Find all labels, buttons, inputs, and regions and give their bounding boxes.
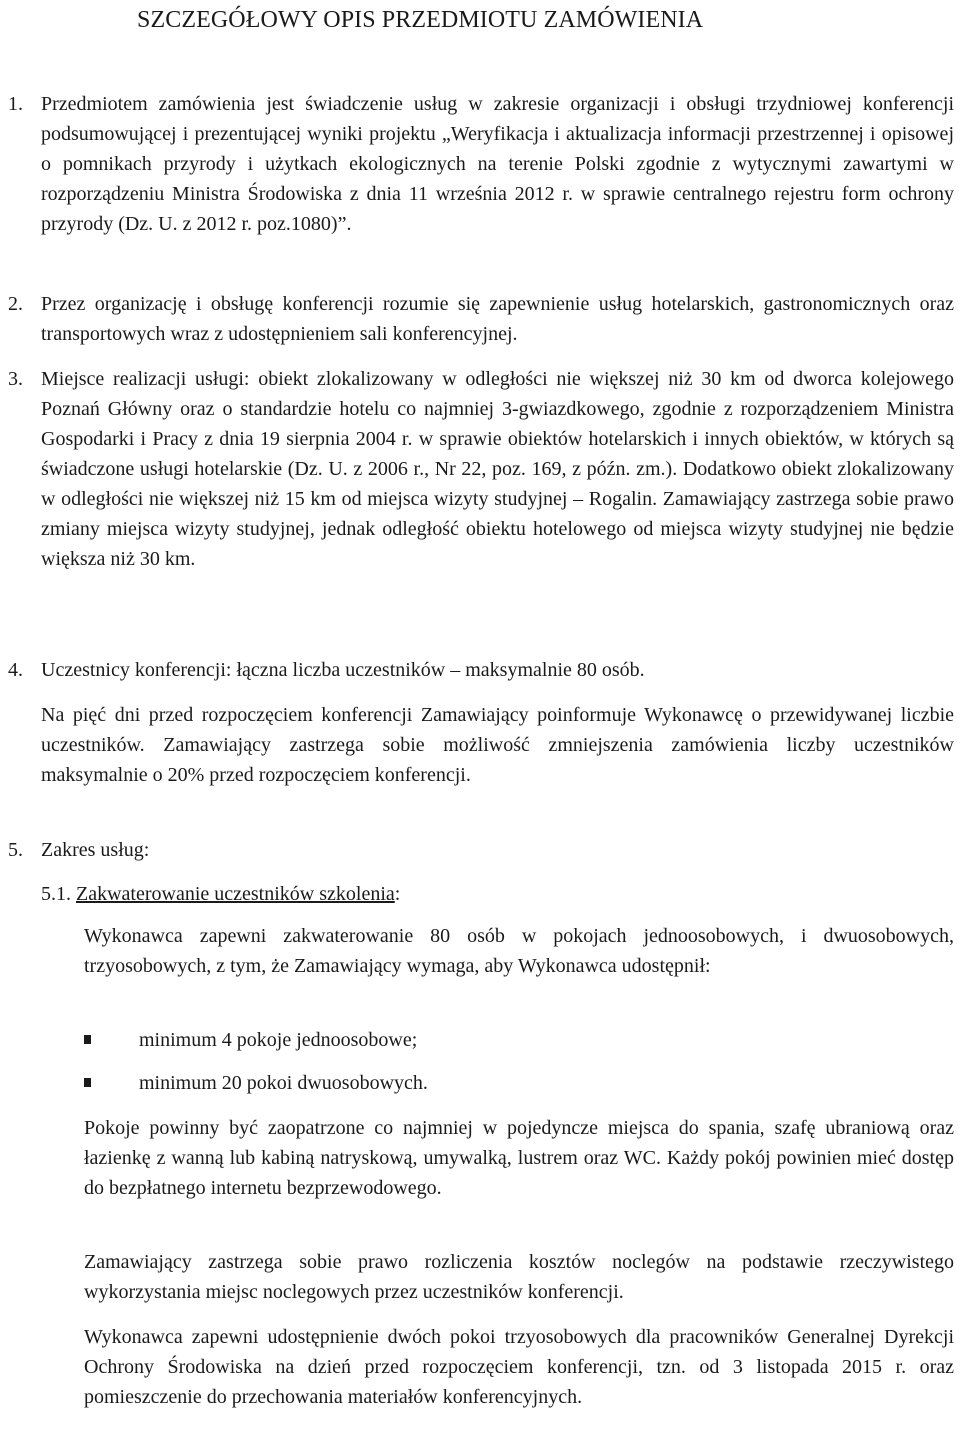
bullet-square-icon (84, 1078, 91, 1087)
item-text: Zakres usług: (41, 839, 150, 861)
bullet-square-icon (84, 1035, 91, 1044)
item-text: Miejsce realizacji usługi: obiekt zlokalizowany w odległości nie większej niż 30 km od dworca kolejowego Poznań Główny oraz o standardzie hotelu co najmniej 3-gwiazdkowego, zgodnie z rozporządzeniem Ministra Gospodarki i Pracy z dnia 19 sierpnia 2004 r. w sprawie obiektów hotelarskich i innych obiektów, w których są świadczone usługi hotelarskie (Dz. U. z 2006 r., Nr 22, poz. 169, z późn. zm.). Dodatkowo obiekt zlokalizowany w odległości nie większej niż 15 km od miejsca wizyty studyjnej – Rogalin. Zamawiający zastrzega sobie prawo zmiany miejsca wizyty studyjnej, jednak odległość obiektu hotelowego od miejsca wizyty studyjnej nie będzie większa niż 30 km. (41, 368, 954, 570)
bullet-text: minimum 20 pokoi dwuosobowych. (139, 1072, 428, 1094)
item-note: Na pięć dni przed rozpoczęciem konferencji Zamawiający poinformuje Wykonawcę o przewidywanej liczbie uczestników. Zamawiający zastrzega sobie możliwość zmniejszenia zamówienia liczby uczestników maksymalnie o 20% przed rozpoczęciem konferencji. (41, 704, 954, 786)
list-item-4-note (8, 700, 954, 790)
item-text: Przez organizację i obsługę konferencji rozumie się zapewnienie usług hotelarskich, gastronomicznych oraz transportowych wraz z udostępnieniem sali konferencyjnej. (41, 293, 954, 345)
item-text: Przedmiotem zamówienia jest świadczenie usług w zakresie organizacji i obsługi trzydniowej konferencji podsumowującej i prezentującej wyniki projektu „Weryfikacja i aktualizacja informacji przestrzennej i opisowej o pomnikach przyrody i użytkach ekologicznych na terenie Polski zgodnie z wytycznymi zawartymi w rozporządzeniu Ministra Środowiska z dnia 11 września 2012 r. w sprawie centralnego rejestru form ochrony przyrody (Dz. U. z 2012 r. poz.1080)”. (41, 93, 954, 235)
subsection-number: 5.1. (41, 883, 71, 905)
paragraph-rooms: Pokoje powinny być zaopatrzone co najmniej w pojedyncze miejsca do spania, szafę ubraniową oraz łazienkę z wanną lub kabiną natryskową, umywalką, lustrem oraz WC. Każdy pokój powinien mieć dostęp do bezpłatnego internetu bezprzewodowego. (84, 1117, 954, 1199)
subsection-heading (41, 879, 400, 909)
item-number: 1. (8, 93, 23, 115)
document-title: SZCZEGÓŁOWY OPIS PRZEDMIOTU ZAMÓWIENIA (137, 7, 704, 33)
paragraph-gdos-rooms: Wykonawca zapewni udostępnienie dwóch pokoi trzyosobowych dla pracowników Generalnej Dyrekcji Ochrony Środowiska na dzień przed rozpoczęciem konferencji, tzn. od 3 listopada 2015 r. oraz pomieszczenie do przechowania materiałów konferencyjnych. (84, 1326, 954, 1408)
subsection-intro: Wykonawca zapewni zakwaterowanie 80 osób w pokojach jednoosobowych, i dwuosobowych, trzyosobowych, z tym, że Zamawiający wymaga, aby Wykonawca udostępnił: (84, 925, 954, 977)
list-item-5 (8, 835, 954, 865)
subsection-title: Zakwaterowanie uczestników szkolenia (76, 883, 395, 905)
subsection-colon: : (394, 883, 401, 905)
bullet-text: minimum 4 pokoje jednoosobowe; (139, 1029, 418, 1051)
list-item-4 (8, 655, 954, 685)
item-number: 2. (8, 293, 23, 315)
list-item-3 (8, 364, 954, 574)
item-number: 5. (8, 839, 23, 861)
item-number: 3. (8, 368, 23, 390)
list-item-1 (8, 89, 954, 239)
paragraph-billing: Zamawiający zastrzega sobie prawo rozliczenia kosztów noclegów na podstawie rzeczywistego wykorzystania miejsc noclegowych przez uczestników konferencji. (84, 1251, 954, 1303)
item-text: Uczestnicy konferencji: łączna liczba uczestników – maksymalnie 80 osób. (41, 659, 645, 681)
list-item-2 (8, 289, 954, 349)
item-number: 4. (8, 659, 23, 681)
